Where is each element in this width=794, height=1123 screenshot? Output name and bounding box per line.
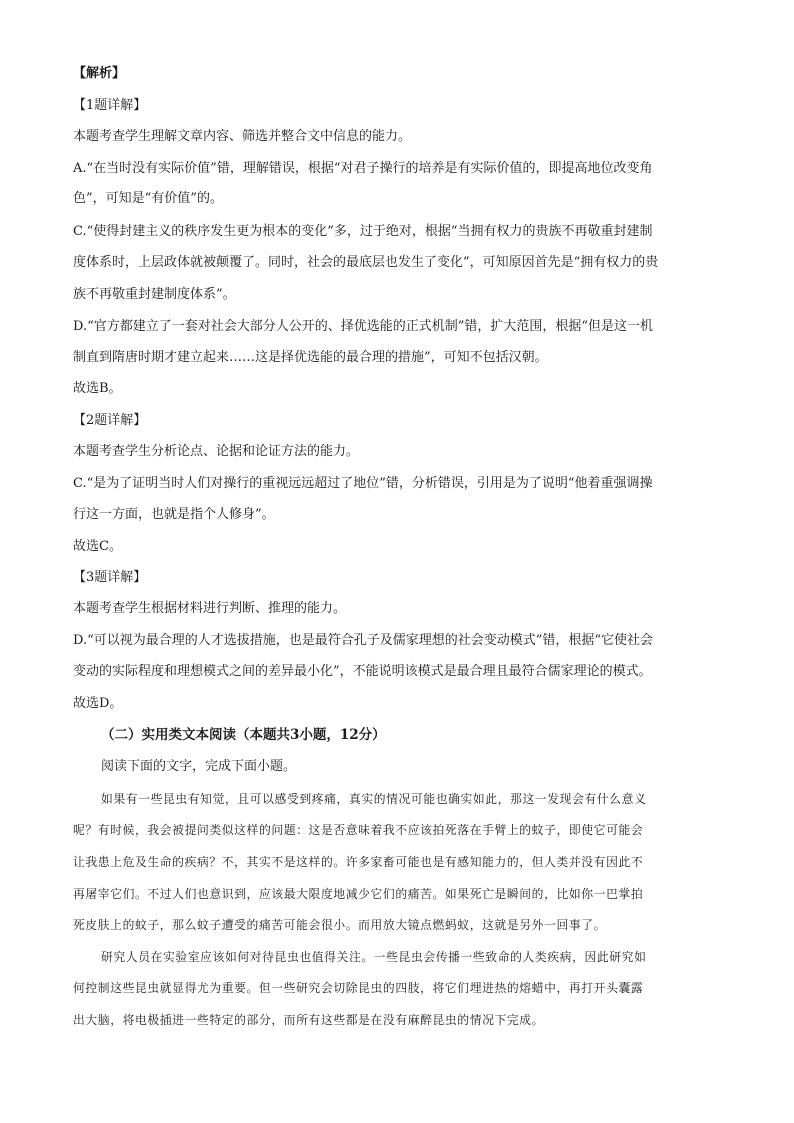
q1-title: 【1题详解】 [73, 98, 147, 113]
q1-option-c-line1: C.“使得封建主义的秩序发生更为根本的变化”多，过于绝对，根据“当拥有权力的贵族不再敬重封建制 [73, 224, 653, 239]
q1-answer: 故选B。 [73, 381, 122, 396]
q2-option-c-line2: 行这一方面，也就是指个人修身”。 [73, 507, 275, 522]
q3-intro: 本题考查学生根据材料进行判断、推理的能力。 [73, 601, 347, 616]
passage-p2-line3: 出大脑，将电极插进一些特定的部分，而所有这些都是在没有麻醉昆虫的情况下完成。 [73, 1013, 545, 1027]
q2-title: 【2题详解】 [73, 413, 147, 428]
passage-p1-line2: 呢？有时候，我会被提问类似这样的问题：这是否意味着我不应该拍死落在手臂上的蚊子，即使它可能会 [73, 823, 644, 837]
q2-option-c-line1: C.“是为了证明当时人们对操行的重视远远超过了地位”错，分析错误，引用是为了说明“他着重强调操 [73, 476, 653, 491]
q2-answer: 故选C。 [73, 539, 122, 554]
passage-p1-line5: 死皮肤上的蚊子，那么蚊子遭受的痛苦可能会很小。而用放大镜点燃蚂蚁，这就是另外一回事了。 [73, 918, 607, 932]
passage-p2-line1: 研究人员在实验室应该如何对待昆虫也值得关注。一些昆虫会传播一些致命的人类疾病，因此研究如 [101, 950, 647, 964]
passage-p2-line2: 何控制这些昆虫就显得尤为重要。但一些研究会切除昆虫的四肢，将它们埋进热的熔蜡中，再打开头囊露 [73, 981, 644, 995]
analysis-heading: 【解析】 [73, 66, 126, 81]
passage-p1-line4: 再屠宰它们。不过人们也意识到，应该最大限度地减少它们的痛苦。如果死亡是瞬间的，比如你一巴掌拍 [73, 887, 644, 901]
section-title: （二）实用类文本阅读（本题共3小题，12分） [101, 727, 386, 743]
q2-intro: 本题考查学生分析论点、论据和论证方法的能力。 [73, 444, 360, 459]
section-instruction: 阅读下面的文字，完成下面小题。 [101, 759, 297, 774]
q1-option-d-line2: 制直到隋唐时期才建立起来……这是择优选能的最合理的措施”，可知不包括汉朝。 [73, 350, 548, 365]
passage-p1-line3: 让我患上危及生命的疾病？不，其实不是这样的。许多家畜可能也是有感知能力的，但人类并没有因此不 [73, 855, 644, 869]
q1-option-c-line2: 度体系时，上层政体就被颠覆了。同时，社会的最底层也发生了变化”，可知原因首先是“拥有权力的贵 [73, 255, 659, 270]
q3-option-d-line2: 变动的实际程度和理想模式之间的差异最小化”，不能说明该模式是最合理且最符合儒家理论的模式。 [73, 664, 652, 679]
q1-option-a-line1: A.“在当时没有实际价值”错，理解错误，根据“对君子操行的培养是有实际价值的，即提高地位改变角 [73, 161, 653, 176]
q3-option-d-line1: D.“可以视为最合理的人才选拔措施，也是最符合孔子及儒家理想的社会变动模式”错，根据“它使社会 [73, 633, 654, 648]
q1-option-a-line2: 色”，可知是“有价值”的。 [73, 191, 223, 206]
q1-intro: 本题考查学生理解文章内容、筛选并整合文中信息的能力。 [73, 129, 412, 144]
q1-option-c-line3: 族不再敬重封建制度体系”。 [73, 287, 236, 302]
passage-p1-line1: 如果有一些昆虫有知觉，且可以感受到疼痛，真实的情况可能也确实如此，那这一发现会有什么意义 [101, 792, 647, 806]
q3-title: 【3题详解】 [73, 570, 147, 585]
q1-option-d-line1: D.“官方都建立了一套对社会大部分人公开的、择优选能的正式机制”错，扩大范围，根据“但是这一机 [73, 319, 654, 334]
q3-answer: 故选D。 [73, 696, 123, 711]
